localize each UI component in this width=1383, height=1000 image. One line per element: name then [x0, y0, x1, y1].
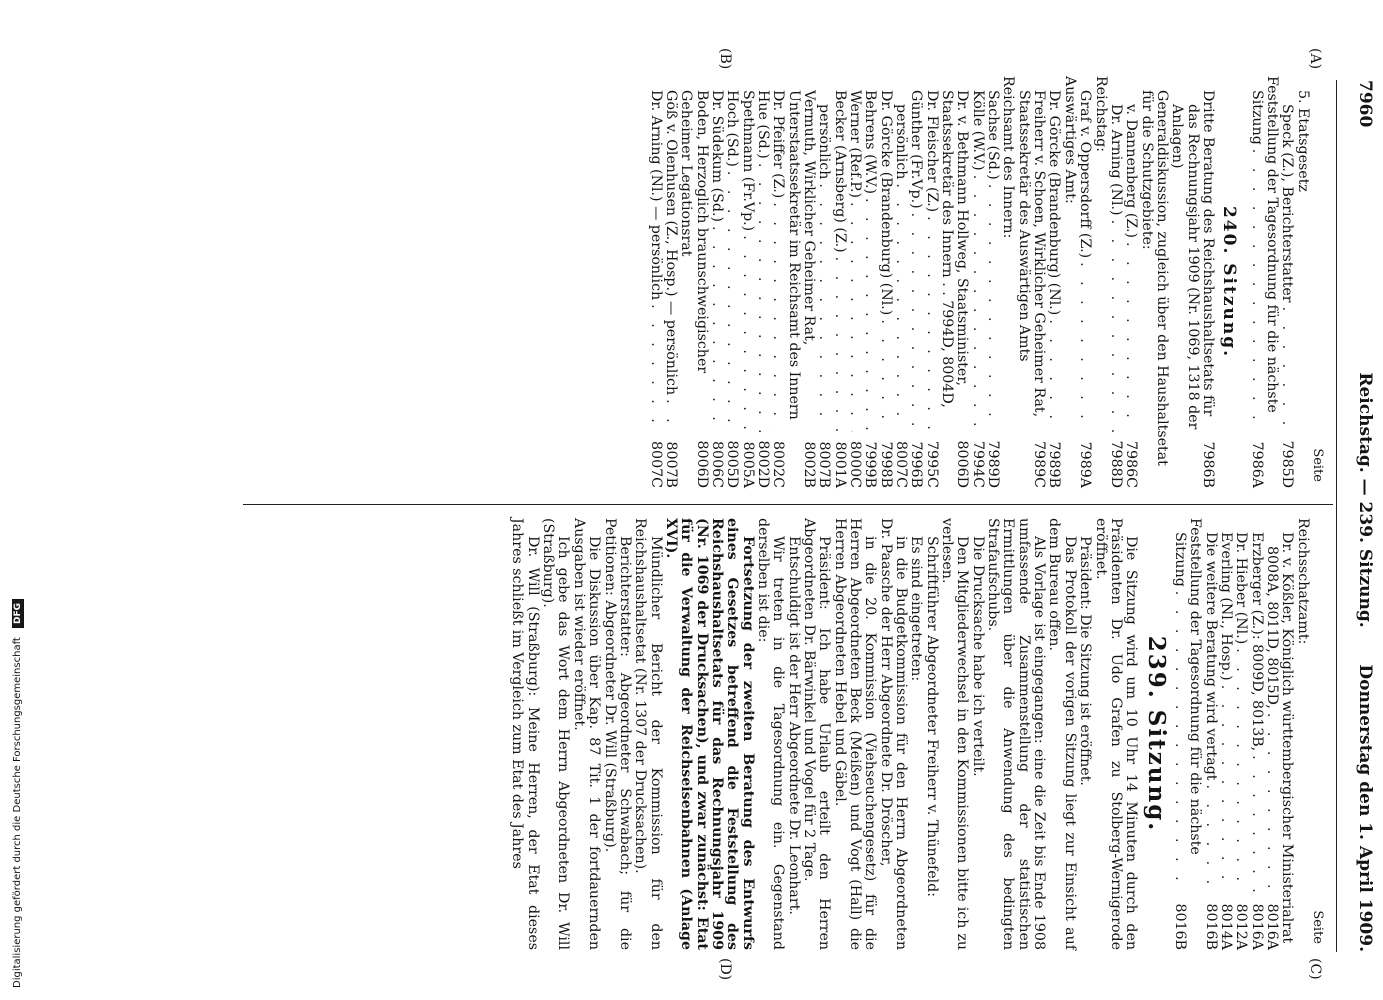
- toc-entry-page: 8006C: [708, 441, 725, 488]
- leader-dots: [709, 226, 724, 432]
- toc-entry: [647, 76, 662, 488]
- toc-entry: [1294, 76, 1309, 488]
- toc-entry-text: persönlich: [816, 104, 833, 180]
- toc-entry: [1264, 76, 1279, 488]
- paragraph: Die Diskussion über Kap. 87 Tit. 1 der fortdauernden Ausgaben ist wieder eröffnet.: [570, 518, 603, 950]
- toc-entry-text: Reichstag:: [1092, 76, 1109, 153]
- toc-entry-text: Erzberger (Z.): 8009D, 8013B,: [1248, 532, 1265, 752]
- toc-entry-page: 8002B: [801, 441, 817, 488]
- toc-entry-text: Spethmann (Fr.Vp.): [739, 90, 756, 232]
- toc-entry-page: 8016B: [1171, 903, 1188, 950]
- paragraph: Es sind eingetreten:: [908, 536, 925, 682]
- column-divider: [243, 504, 1333, 505]
- toc-entry-page: 8016A: [1263, 903, 1280, 950]
- toc-entry: [877, 76, 892, 488]
- leader-dots: [1077, 262, 1092, 432]
- leader-dots: [877, 319, 892, 432]
- leader-dots: [1123, 242, 1138, 432]
- toc-entry: [831, 76, 846, 488]
- toc-entry-text: v. Dannenberg (Z.): [1123, 104, 1140, 239]
- toc-entry-page: 8005D: [724, 440, 741, 488]
- toc-entry-text: Sitzung: [1171, 532, 1188, 587]
- leader-dots: [923, 216, 938, 432]
- toc-intro: [1169, 76, 1215, 488]
- paragraph: Präsident: Die Sitzung ist eröffnet.: [1077, 536, 1094, 786]
- toc-entry-text: Feststellung der Tagesordnung für die nächste: [1187, 518, 1204, 855]
- toc-entry-page: 8007C: [647, 441, 664, 488]
- toc-entry-page: 8006D: [693, 440, 710, 488]
- seite-label: Seite: [1310, 448, 1325, 482]
- toc-entry-text: persönlich: [893, 104, 910, 180]
- toc-entry-page: 7986C: [1123, 441, 1140, 488]
- seite-label: Seite: [1310, 910, 1325, 944]
- toc-entry: [847, 76, 862, 488]
- toc-entry-text: Becker (Arnsberg) (Z.): [831, 90, 848, 253]
- toc-entry: [1015, 76, 1046, 488]
- leader-dots: [1108, 220, 1123, 432]
- toc-entry-page: 7994C: [969, 441, 986, 488]
- toc-entry-text: Auswärtiges Amt:: [1061, 76, 1078, 204]
- toc-entry-page: 7988D: [1107, 440, 1124, 488]
- leader-dots: [1279, 307, 1294, 432]
- toc-entry: [1248, 76, 1263, 488]
- toc-entry: [985, 76, 1000, 488]
- toc-entry-page: 8016A: [1248, 903, 1265, 950]
- toc-entry-page: 8006D: [954, 440, 971, 488]
- toc-entry: [862, 76, 877, 488]
- toc-entry-page: 8000C: [847, 441, 864, 488]
- left-column: [647, 76, 1325, 488]
- toc-entry: [939, 76, 970, 488]
- toc-entry-page: 8007B: [662, 441, 679, 488]
- leader-dots: [985, 184, 1000, 432]
- toc-entry: [1187, 518, 1202, 950]
- margin-mark-a: (A): [1307, 48, 1323, 70]
- toc-entry: [739, 76, 754, 488]
- toc-entry: [893, 76, 908, 488]
- paragraph: in die Budgetkommission für den Herrn Abgeordneten Dr. Paasche der Herr Abgeordnete Dr. Dröscher,: [877, 518, 910, 950]
- leader-dots: [1233, 648, 1248, 894]
- toc-entry-page: 7995C: [923, 441, 940, 488]
- paragraph: Ich gebe das Wort dem Herrn Abgeordneten Dr. Will (Straßburg).: [540, 518, 572, 950]
- toc-entry-text: Freiherr v. Schoen, Wirklicher Geheimer Rat, Staatssekretär des Auswärtigen Amts: [1015, 90, 1048, 418]
- toc-entry-text: Dr. Görcke (Brandenburg) (Nl.): [1046, 90, 1063, 316]
- toc-entry-text: Dr. Görcke (Brandenburg) (Nl.): [877, 90, 894, 316]
- toc-entry: [1294, 518, 1309, 950]
- margin-mark-b: (B): [717, 48, 733, 70]
- toc-entry-text: Dr. Fleischer (Z.): [923, 90, 940, 213]
- toc-entry: [724, 76, 739, 488]
- toc-entry-text: Günther (Fr.Vp.): [908, 90, 925, 209]
- toc-entry: [1138, 76, 1169, 488]
- toc-intro-text: Dritte Beratung des Reichshaushaltsetats für das Rechnungsjahr 1909 (Nr. 1069, 1318 der Anlagen): [1169, 90, 1216, 430]
- toc-entry-text: Boden, Herzoglich braunschweigischer Geheimer Legationsrat: [678, 90, 710, 374]
- toc-entry-text: Dr. Arning (Nl.) — persönlich: [647, 90, 664, 301]
- toc-entry-page: 7989C: [1031, 441, 1048, 488]
- leader-dots: [816, 183, 831, 432]
- toc-top-list: [1248, 76, 1309, 488]
- toc-entry: [1108, 76, 1123, 488]
- toc-entry-page: 7998B: [877, 441, 894, 488]
- toc-entry-text: Dr. Südekum (Sd.): [708, 90, 725, 223]
- toc-entry-text: Behrens (W.V.): [862, 90, 879, 195]
- toc-entry-text: Dr. Hieber (Nl.): [1233, 532, 1250, 645]
- toc-entry-page: 8001A: [831, 441, 848, 488]
- toc-entry: [1172, 518, 1187, 950]
- toc-entry-text: Werner (Ref.P.): [847, 90, 864, 199]
- toc-entry: [1279, 518, 1294, 950]
- toc-entry-page: 7999B: [862, 441, 879, 488]
- toc-entry-page: 8016B: [1202, 903, 1219, 950]
- toc-entry: [770, 76, 785, 488]
- leader-dots: [647, 304, 662, 432]
- toc-entry: [1092, 76, 1107, 488]
- page-number: 7960: [1355, 80, 1375, 128]
- toc-entry-text: Dr. Pfeiffer (Z.): [770, 90, 787, 199]
- paragraph: in die 20. Kommission (Viehseuchengesetz) für die Herren Abgeordneten Beck (Meißen) und Vogt (Hall) die Herren Abgeordneten Hebel und Gäbel.: [831, 518, 879, 950]
- leader-dots: [1218, 685, 1233, 894]
- toc-entry-text: Die weitere Beratung wird vertagt: [1202, 532, 1219, 781]
- toc-entry-text: Generaldiskussion, zugleich über den Haushaltsetat für die Schutzgebiete:: [1138, 90, 1170, 466]
- leader-dots: [831, 257, 846, 432]
- margin-mark-c: (C): [1307, 958, 1323, 980]
- right-column: [509, 518, 1325, 950]
- paragraph: Dr. Will (Straßburg): Meine Herren, der Etat dieses Jahres schließt im Vergleich zum Etat des Jahres: [509, 518, 541, 950]
- toc-entry-list: [647, 76, 1169, 488]
- toc-entry-text: Reichsamt des Innern:: [1000, 76, 1017, 239]
- toc-entry-page: 7989D: [985, 440, 1002, 488]
- toc-entry-page: 8002C: [770, 441, 787, 488]
- paragraph: Berichterstatter: Abgeordneter Schwabach; für die Petitionen: Abgeordneter Dr. Will (Straßburg).: [601, 518, 633, 950]
- paragraph: Als Vorlage ist eingegangen: eine die Zeit bis Ende 1908 umfassende Zusammenstellung der statistischen Ermittlungen über die Anwendung des bedingten Strafaufschubs.: [985, 518, 1048, 950]
- leader-dots: [739, 235, 754, 432]
- toc-entry-text: Everling (Nl., Hosp.): [1217, 532, 1234, 681]
- leader-dots: [663, 399, 678, 432]
- paragraph: Das Protokoll der vorigen Sitzung liegt zur Einsicht auf dem Bureau offen.: [1046, 518, 1078, 950]
- section-title-239: 239. Sitzung.: [1142, 635, 1170, 833]
- paragraph: Die Sitzung wird um 10 Uhr 14 Minuten durch den Präsidenten Dr. Udo Grafen zu Stolberg-Wernigerode eröffnet.: [1092, 518, 1140, 950]
- leader-dots: [755, 163, 770, 432]
- toc-entry-page: 8005A: [739, 441, 756, 488]
- leader-dots: [724, 171, 739, 432]
- toc-entry: [1248, 518, 1263, 950]
- leader-dots: [893, 183, 908, 432]
- section-title-240: 240. Sitzung.: [1219, 205, 1240, 359]
- toc-entry-text: Dr. v. Bethmann Hollweg, Staatsminister, Staatssekretär des Innern . . 7994D, 8004D,: [939, 90, 971, 408]
- toc-entry-page: 7989A: [1077, 441, 1094, 488]
- leader-dots: [1172, 591, 1187, 894]
- toc-entry-page: 8012A: [1233, 903, 1250, 950]
- toc-entry-page: 7985D: [1279, 440, 1296, 488]
- leader-dots: [1202, 785, 1217, 894]
- leader-dots: [1248, 755, 1263, 894]
- toc-entry-page: 7989B: [1046, 441, 1063, 488]
- toc-entry: [663, 76, 678, 488]
- toc-entry: [785, 76, 816, 488]
- leader-dots: [862, 198, 877, 432]
- toc-entry-text: Speck (Z.), Berichterstatter: [1279, 104, 1296, 303]
- toc-entry-text: Graf v. Oppersdorff (Z.): [1077, 90, 1094, 259]
- paragraph: Fortsetzung der zweiten Beratung des Entwurfs eines Gesetzes betreffend die Feststellung des Reichshaushaltsetats für das Rechnungsjahr 1909 (Nr. 1069 der Drucksachen), und zwar zunächst: Etat für die Verwaltung der Reichseisenbahnen (Anlage XVI).: [662, 518, 756, 950]
- leader-dots: [1264, 713, 1279, 894]
- toc-entry-text: Reichsschatzamt:: [1294, 518, 1311, 645]
- toc-entry: [908, 76, 923, 488]
- toc-entry: [1218, 518, 1233, 950]
- paragraph: Entschuldigt ist der Herr Abgeordnete Dr. Leonhart.: [785, 536, 802, 915]
- paragraph: Die Drucksache habe ich verteilt.: [969, 536, 986, 777]
- toc-entry-page: 7986A: [1248, 441, 1265, 488]
- toc-entry: [678, 76, 709, 488]
- toc-intro-page: 7986B: [1199, 441, 1216, 488]
- toc-entry-page: 8014A: [1217, 903, 1234, 950]
- margin-mark-d: (D): [717, 958, 733, 981]
- paragraph: Schriftführer Abgeordneter Freiherr v. Thünefeld:: [923, 536, 940, 898]
- toc-entry-page: 8007B: [816, 441, 833, 488]
- toc-entry-page: 8007C: [893, 441, 910, 488]
- paragraph: Präsident: Ich habe Urlaub erteilt den Herren Abgeordneten Dr. Bärwinkel und Vogel für 2 Tage.: [801, 518, 833, 950]
- toc-entry: [1279, 76, 1294, 488]
- leader-dots: [847, 202, 862, 432]
- toc-entry-text: 8008A, 8011D, 8015D,: [1263, 546, 1280, 709]
- toc-entry: [755, 76, 770, 488]
- paragraph: Den Mitgliederwechsel in den Kommissionen bitte ich zu verlesen.: [939, 518, 971, 950]
- digitization-credit: [12, 0, 24, 988]
- paragraph: Mündlicher Bericht der Kommission für den Reichshaushaltsetat (Nr. 1307 der Drucksachen).: [632, 518, 664, 950]
- toc-entry: [709, 76, 724, 488]
- leader-dots: [770, 202, 785, 432]
- session-text: [509, 518, 1138, 950]
- toc-entry: [1000, 76, 1015, 488]
- leader-dots: [908, 213, 923, 432]
- toc-entry: [1202, 518, 1217, 950]
- toc-entry-text: Hoch (Sd.): [724, 90, 741, 167]
- toc-entry: [1062, 76, 1077, 488]
- toc-continuation-list: [1172, 518, 1310, 950]
- toc-entry-text: Sitzung: [1248, 90, 1265, 145]
- toc-entry-text: Hue (Sd.): [754, 90, 771, 159]
- toc-entry: [923, 76, 938, 488]
- header-rule: [1336, 80, 1337, 952]
- toc-entry-text: Göß v. Olenhusen (Z., Hosp.) — persönlich: [662, 90, 679, 396]
- running-head: Reichstag. — 239. Sitzung.: [1355, 372, 1375, 628]
- toc-entry: [969, 76, 984, 488]
- toc-entry: [816, 76, 831, 488]
- toc-entry-page: 7996B: [908, 441, 925, 488]
- toc-entry-text: Feststellung der Tagesordnung für die nächste: [1263, 76, 1280, 413]
- toc-entry: [1233, 518, 1248, 950]
- toc-entry-page: 8002D: [754, 440, 771, 488]
- leader-dots: [1046, 319, 1061, 432]
- leader-dots: [969, 175, 984, 432]
- credit-text: Digitalisierung gefördert durch die Deutsche Forschungsgemeinschaft: [12, 637, 23, 988]
- toc-entry-text: Dr. v. Kößler, Königlich württembergischer Ministerialrat: [1279, 532, 1296, 944]
- toc-entry: [1077, 76, 1092, 488]
- toc-entry-text: Dr. Arning (Nl.): [1107, 104, 1124, 216]
- paragraph: Wir treten in die Tagesordnung ein. Gegenstand derselben ist die:: [754, 518, 787, 950]
- header-date: Donnerstag den 1. April 1909.: [1355, 664, 1375, 952]
- toc-entry-text: Kölle (W.V.): [969, 90, 986, 171]
- leader-dots: [1248, 149, 1263, 432]
- toc-entry-text: Sachse (Sd.): [985, 90, 1002, 180]
- toc-entry-text: Vermuth, Wirklicher Geheimer Rat, Unterstaatssekretär im Reichsamt des Innern: [785, 90, 817, 420]
- toc-entry-text: 5. Etatsgesetz: [1294, 90, 1311, 192]
- toc-entry: [1046, 76, 1061, 488]
- dfg-logo: DFG: [12, 599, 24, 628]
- toc-entry: [1264, 518, 1279, 950]
- toc-entry: [1123, 76, 1138, 488]
